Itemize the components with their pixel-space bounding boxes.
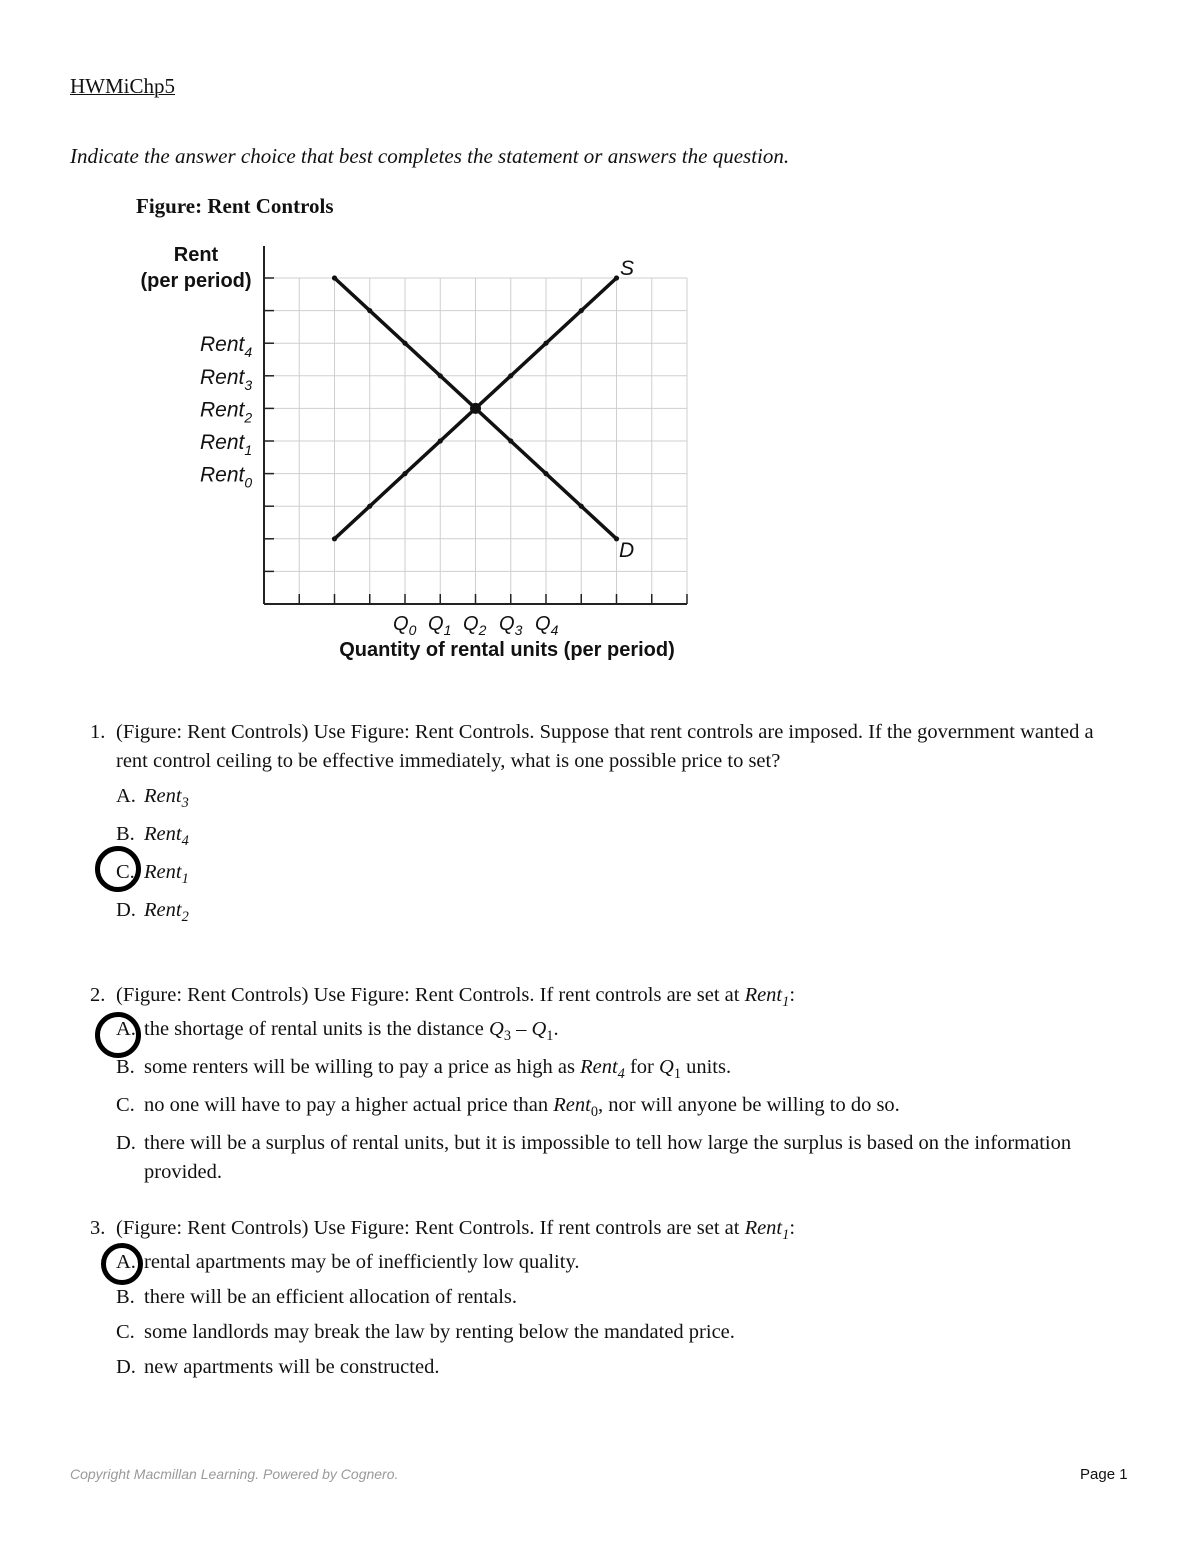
question-number: 3. (90, 1217, 106, 1239)
option-letter: A. (116, 1251, 136, 1273)
question-2-option-b[interactable] (90, 1053, 1110, 1091)
y-axis-label-line2: (per period) (140, 270, 252, 292)
curve-point (508, 373, 513, 378)
curve-point (543, 471, 548, 476)
equilibrium-point (470, 403, 481, 414)
question-1 (90, 718, 1110, 934)
curve-point (438, 373, 443, 378)
question-3-option-a[interactable] (90, 1248, 1110, 1283)
option-text: – (510, 1018, 532, 1040)
stem-suffix: : (789, 984, 796, 1006)
question-1-option-b[interactable] (90, 820, 1110, 858)
question-text: (Figure: Rent Controls) Use Figure: Rent Controls. If rent controls are set at (116, 1217, 745, 1239)
option-text: no one will have to pay a higher actual price than (144, 1094, 554, 1116)
answer-circle-q1 (95, 846, 141, 892)
option-letter: B. (116, 823, 135, 845)
supply-curve-label: S (620, 257, 635, 280)
curve-point (402, 341, 407, 346)
question-text: (Figure: Rent Controls) Use Figure: Rent Controls. If rent controls are set at (116, 984, 745, 1006)
curve-point (543, 341, 548, 346)
option-text: some renters will be willing to pay a price as high as (144, 1056, 581, 1078)
question-2-option-c[interactable] (90, 1091, 1110, 1129)
option-letter: C. (116, 861, 135, 883)
chart-labels (140, 244, 674, 661)
curve-point (438, 438, 443, 443)
question-3 (90, 1214, 1110, 1388)
option-letter: D. (116, 899, 136, 921)
curve-point (579, 308, 584, 313)
option-var: Q (489, 1018, 504, 1040)
option-text: there will be a surplus of rental units, but it is impossible to tell how large the surplus is based on the information provided. (144, 1132, 1072, 1183)
answer-circle-q3 (101, 1243, 143, 1285)
option-text: rental apartments may be of inefficiently low quality. (144, 1251, 580, 1273)
y-axis-label-line1: Rent (173, 244, 219, 266)
option-var: Q (531, 1018, 547, 1040)
demand-curve-label: D (619, 539, 635, 562)
option-text: for (624, 1056, 659, 1078)
question-2-option-d[interactable] (90, 1129, 1110, 1196)
figure-title: Figure: Rent Controls (136, 194, 334, 218)
document-title: HWMiChp5 (70, 74, 175, 98)
curve-point (367, 504, 372, 509)
option-sub: 1 (673, 1066, 681, 1083)
option-sub: 0 (590, 1104, 599, 1121)
y-tick-label: Rent$_4$ (200, 333, 253, 361)
curve-point (332, 275, 337, 280)
option-letter: A. (116, 785, 136, 807)
option-text: new apartments will be constructed. (144, 1356, 440, 1378)
footer-copyright: Copyright Macmillan Learning. Powered by Cognero. (70, 1466, 399, 1482)
y-tick-label: Rent$_3$ (200, 365, 253, 393)
x-tick-label: $Q_2$ (463, 613, 487, 638)
answer-circle-q2 (95, 1012, 141, 1058)
curve-point (579, 504, 584, 509)
stem-var: Rent (744, 1217, 783, 1239)
rent-controls-chart (0, 0, 1200, 680)
stem-suffix: : (789, 1217, 796, 1239)
stem-var: Rent (744, 984, 783, 1006)
question-3-option-b[interactable] (90, 1283, 1110, 1318)
x-axis-label: Quantity of rental units (per period) (339, 639, 675, 661)
instructions: Indicate the answer choice that best completes the statement or answers the question. (70, 144, 790, 168)
option-text: . (553, 1018, 559, 1040)
question-1-option-a[interactable] (90, 782, 1110, 820)
y-tick-label: Rent$_0$ (200, 463, 253, 491)
option-sub: 3 (181, 795, 189, 812)
option-letter: C. (116, 1094, 135, 1116)
option-var: Rent (144, 823, 182, 845)
option-var: Rent (144, 899, 182, 921)
option-letter: A. (116, 1018, 136, 1040)
option-text: there will be an efficient allocation of rentals. (144, 1286, 518, 1308)
option-letter: D. (116, 1356, 136, 1378)
x-tick-label: $Q_4$ (535, 613, 559, 638)
option-var: Rent (580, 1056, 618, 1078)
x-tick-label: $Q_3$ (499, 613, 523, 638)
option-letter: B. (116, 1056, 135, 1078)
option-sub: 4 (181, 833, 189, 850)
page-number: Page 1 (1080, 1466, 1128, 1483)
option-var: Q (659, 1056, 674, 1078)
question-3-stem (90, 1214, 1110, 1248)
question-3-option-d[interactable] (90, 1353, 1110, 1388)
question-text: (Figure: Rent Controls) Use Figure: Rent Controls. Suppose that rent controls are imposed. If the government wanted a rent control ceiling to be effective immediately, what is one possible price to set? (116, 721, 1094, 772)
option-text: , nor will anyone be willing to do so. (598, 1094, 900, 1116)
option-sub: 4 (617, 1066, 625, 1083)
option-var: Rent (553, 1094, 591, 1116)
y-tick-label: Rent$_1$ (200, 431, 253, 458)
question-1-option-d[interactable] (90, 896, 1110, 934)
option-text: units. (680, 1056, 732, 1078)
curve-point (614, 275, 619, 280)
curve-point (402, 471, 407, 476)
stem-sub: 1 (782, 994, 790, 1011)
option-letter: C. (116, 1321, 135, 1343)
option-text: some landlords may break the law by renting below the mandated price. (144, 1321, 735, 1343)
option-var: Rent (144, 785, 182, 807)
option-sub: 1 (181, 871, 189, 888)
question-1-stem (90, 718, 1110, 776)
option-letter: B. (116, 1286, 135, 1308)
question-3-option-c[interactable] (90, 1318, 1110, 1353)
question-2-option-a[interactable] (90, 1015, 1110, 1053)
y-tick-label: Rent$_2$ (200, 398, 253, 426)
question-number: 2. (90, 984, 106, 1006)
curve-point (332, 536, 337, 541)
x-tick-label: $Q_0$ (393, 613, 417, 638)
x-tick-label: $Q_1$ (428, 613, 452, 638)
curve-point (508, 438, 513, 443)
question-number: 1. (90, 721, 106, 743)
question-2-stem (90, 981, 1110, 1015)
option-text: the shortage of rental units is the distance (144, 1018, 489, 1040)
question-2 (90, 981, 1110, 1196)
option-var: Rent (144, 861, 182, 883)
option-sub: 1 (546, 1028, 554, 1045)
option-sub: 2 (181, 909, 189, 926)
question-1-option-c[interactable] (90, 858, 1110, 896)
stem-sub: 1 (782, 1227, 790, 1244)
curve-point (367, 308, 372, 313)
option-sub: 3 (503, 1028, 511, 1045)
option-letter: D. (116, 1132, 136, 1154)
